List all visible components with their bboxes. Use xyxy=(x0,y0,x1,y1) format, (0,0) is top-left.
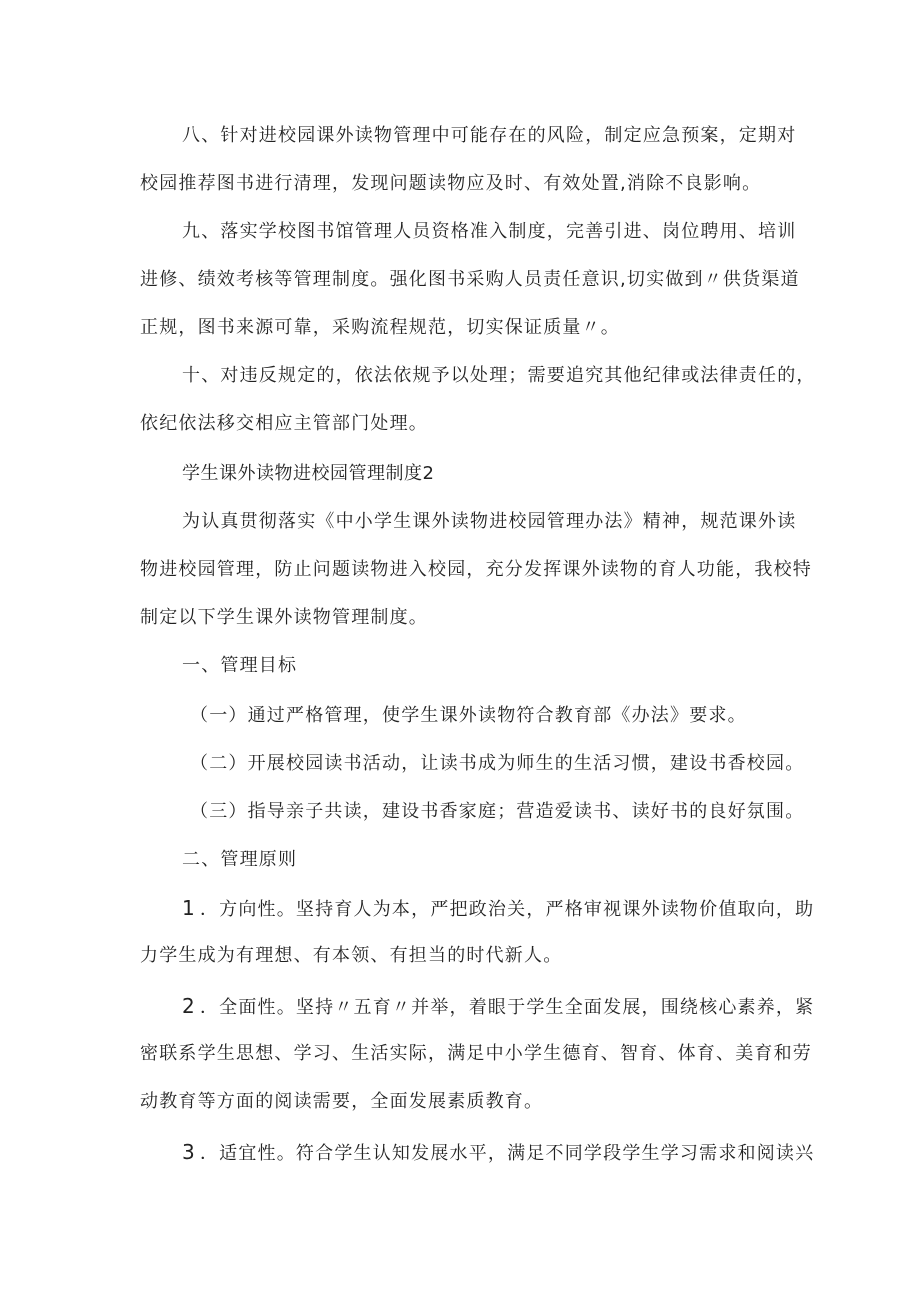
text-line: 力学生成为有理想、有本领、有担当的时代新人。 xyxy=(140,945,563,966)
text-line: 十、对违反规定的，依法依规予以处理；需要追究其他纪律或法律责任的， xyxy=(182,365,816,386)
list-item: （一）通过严格管理，使学生课外读物符合教育部《办法》要求。 xyxy=(190,705,747,726)
text-line: 动教育等方面的阅读需要，全面发展素质教育。 xyxy=(140,1091,544,1112)
list-item: （二）开展校园读书活动，让读书成为师生的生活习惯，建设书香校园。 xyxy=(190,753,805,774)
item-number: 3 xyxy=(182,1140,196,1164)
text-line xyxy=(182,1141,814,1165)
item-number: 1 xyxy=(182,896,196,920)
text-line: 八、针对进校园课外读物管理中可能存在的风险，制定应急预案，定期对 xyxy=(182,125,797,146)
text-line: 进修、绩效考核等管理制度。强化图书采购人员责任意识,切实做到〃供货渠道 xyxy=(140,269,800,290)
text-line: 物进校园管理，防止问题读物进入校园，充分发挥课外读物的育人功能，我校特 xyxy=(140,559,812,580)
text-line: 正规，图书来源可靠，采购流程规范，切实保证质量〃。 xyxy=(140,317,620,338)
heading-management-goals: 一、管理目标 xyxy=(182,655,298,676)
heading-management-principles: 二、管理原则 xyxy=(182,849,298,870)
text-line xyxy=(182,995,814,1019)
item-text: ．方向性。坚持育人为本，严把政治关，严格审视课外读物价值取向，助 xyxy=(199,899,815,920)
text-line: 制定以下学生课外读物管理制度。 xyxy=(140,607,428,628)
item-text: ．全面性。坚持〃五育〃并举，着眼于学生全面发展，围绕核心素养，紧 xyxy=(199,997,815,1018)
text-line: 九、落实学校图书馆管理人员资格准入制度，完善引进、岗位聘用、培训 xyxy=(182,221,797,242)
list-item: （三）指导亲子共读，建设书香家庭；营造爱读书、读好书的良好氛围。 xyxy=(190,801,805,822)
text-line: 校园推荐图书进行清理，发现问题读物应及时、有效处置,消除不良影响。 xyxy=(140,173,762,194)
item-number: 2 xyxy=(182,994,196,1018)
section-title: 学生课外读物进校园管理制度2 xyxy=(182,463,435,484)
text-line: 密联系学生思想、学习、生活实际，满足中小学生德育、智育、体育、美育和劳 xyxy=(140,1043,812,1064)
text-line: 依纪依法移交相应主管部门处理。 xyxy=(140,413,428,434)
text-line: 为认真贯彻落实《中小学生课外读物进校园管理办法》精神，规范课外读 xyxy=(182,511,797,532)
item-text: ．适宜性。符合学生认知发展水平，满足不同学段学生学习需求和阅读兴 xyxy=(199,1143,815,1164)
text-line xyxy=(182,897,814,921)
